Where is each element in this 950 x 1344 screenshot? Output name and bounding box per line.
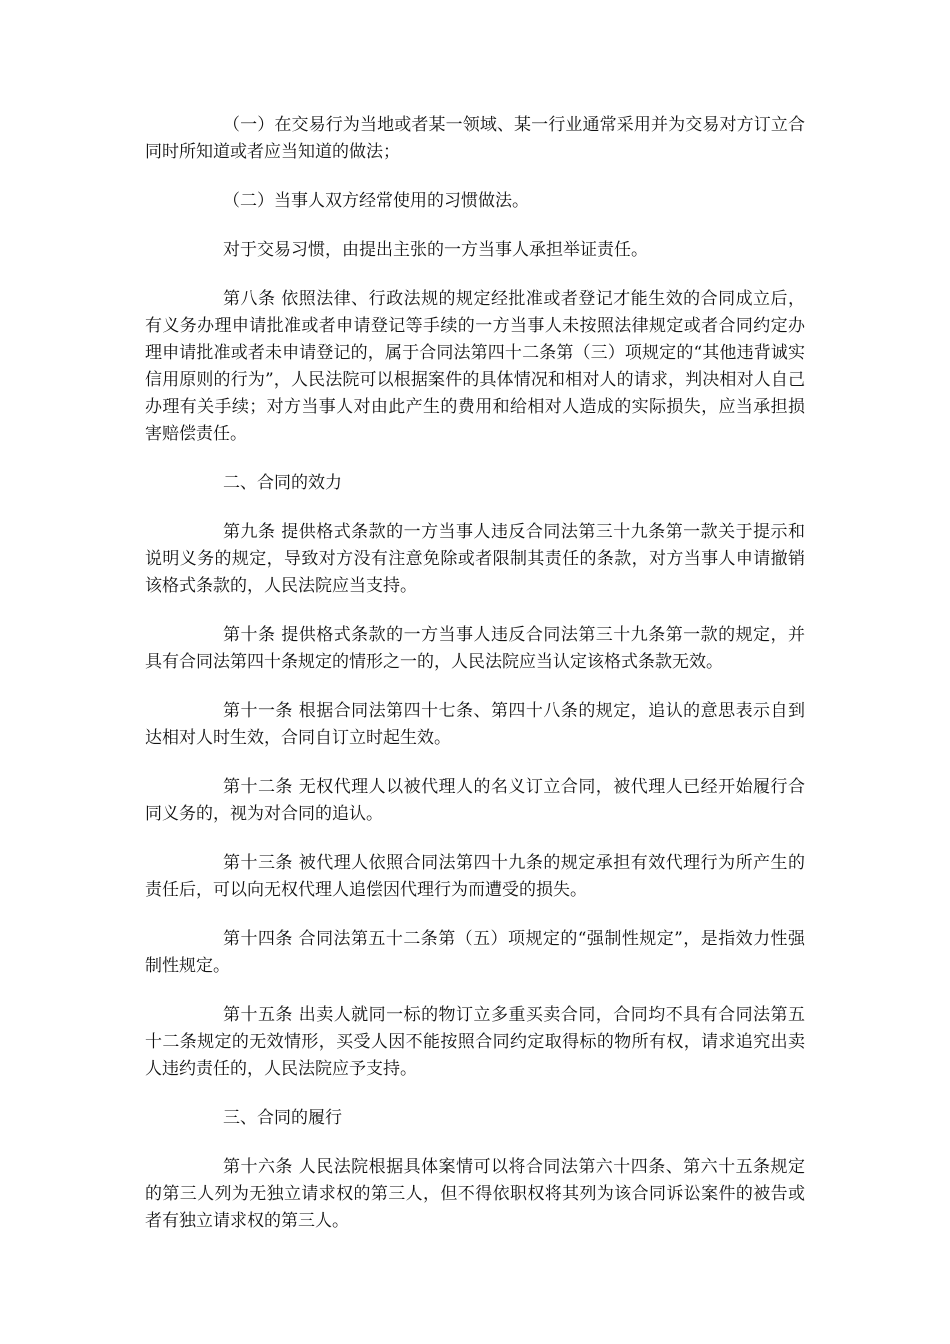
article-9: 第九条 提供格式条款的一方当事人违反合同法第三十九条第一款关于提示和说明义务的规定，导致对方没有注意免除或者限制其责任的条款，对方当事人申请撤销该格式条款的，人民法院应当支持。	[145, 522, 805, 596]
paragraph-item-1: （一）在交易行为当地或者某一领域、某一行业通常采用并为交易对方订立合同时所知道或者应当知道的做法；	[145, 115, 805, 162]
paragraph-trade-custom: 对于交易习惯，由提出主张的一方当事人承担举证责任。	[223, 240, 648, 260]
article-8: 第八条 依照法律、行政法规的规定经批准或者登记才能生效的合同成立后，有义务办理申请批准或者申请登记等手续的一方当事人未按照法律规定或者合同约定办理申请批准或者未申请登记的，属于合同法第四十二条第（三）项规定的“其他违背诚实信用原则的行为”，人民法院可以根据案件的具体情况和相对人的请求，判决相对人自己办理有关手续；对方当事人对由此产生的费用和给相对人造成的实际损失，应当承担损害赔偿责任。	[145, 289, 805, 444]
article-14: 第十四条 合同法第五十二条第（五）项规定的“强制性规定”，是指效力性强制性规定。	[145, 929, 805, 976]
article-15: 第十五条 出卖人就同一标的物订立多重买卖合同，合同均不具有合同法第五十二条规定的无效情形，买受人因不能按照合同约定取得标的物所有权，请求追究出卖人违约责任的，人民法院应予支持。	[145, 1005, 805, 1079]
article-10: 第十条 提供格式条款的一方当事人违反合同法第三十九条第一款的规定，并具有合同法第四十条规定的情形之一的，人民法院应当认定该格式条款无效。	[145, 625, 805, 672]
paragraph-item-2: （二）当事人双方经常使用的习惯做法。	[223, 191, 529, 211]
article-11: 第十一条 根据合同法第四十七条、第四十八条的规定，追认的意思表示自到达相对人时生效，合同自订立时起生效。	[145, 701, 805, 748]
article-13: 第十三条 被代理人依照合同法第四十九条的规定承担有效代理行为所产生的责任后，可以向无权代理人追偿因代理行为而遭受的损失。	[145, 853, 805, 900]
section-heading-3: 三、合同的履行	[223, 1108, 342, 1128]
article-12: 第十二条 无权代理人以被代理人的名义订立合同，被代理人已经开始履行合同义务的，视为对合同的追认。	[145, 777, 805, 824]
article-16: 第十六条 人民法院根据具体案情可以将合同法第六十四条、第六十五条规定的第三人列为无独立请求权的第三人，但不得依职权将其列为该合同诉讼案件的被告或者有独立请求权的第三人。	[145, 1157, 805, 1231]
section-heading-2: 二、合同的效力	[223, 473, 342, 493]
document-page	[145, 112, 805, 1257]
